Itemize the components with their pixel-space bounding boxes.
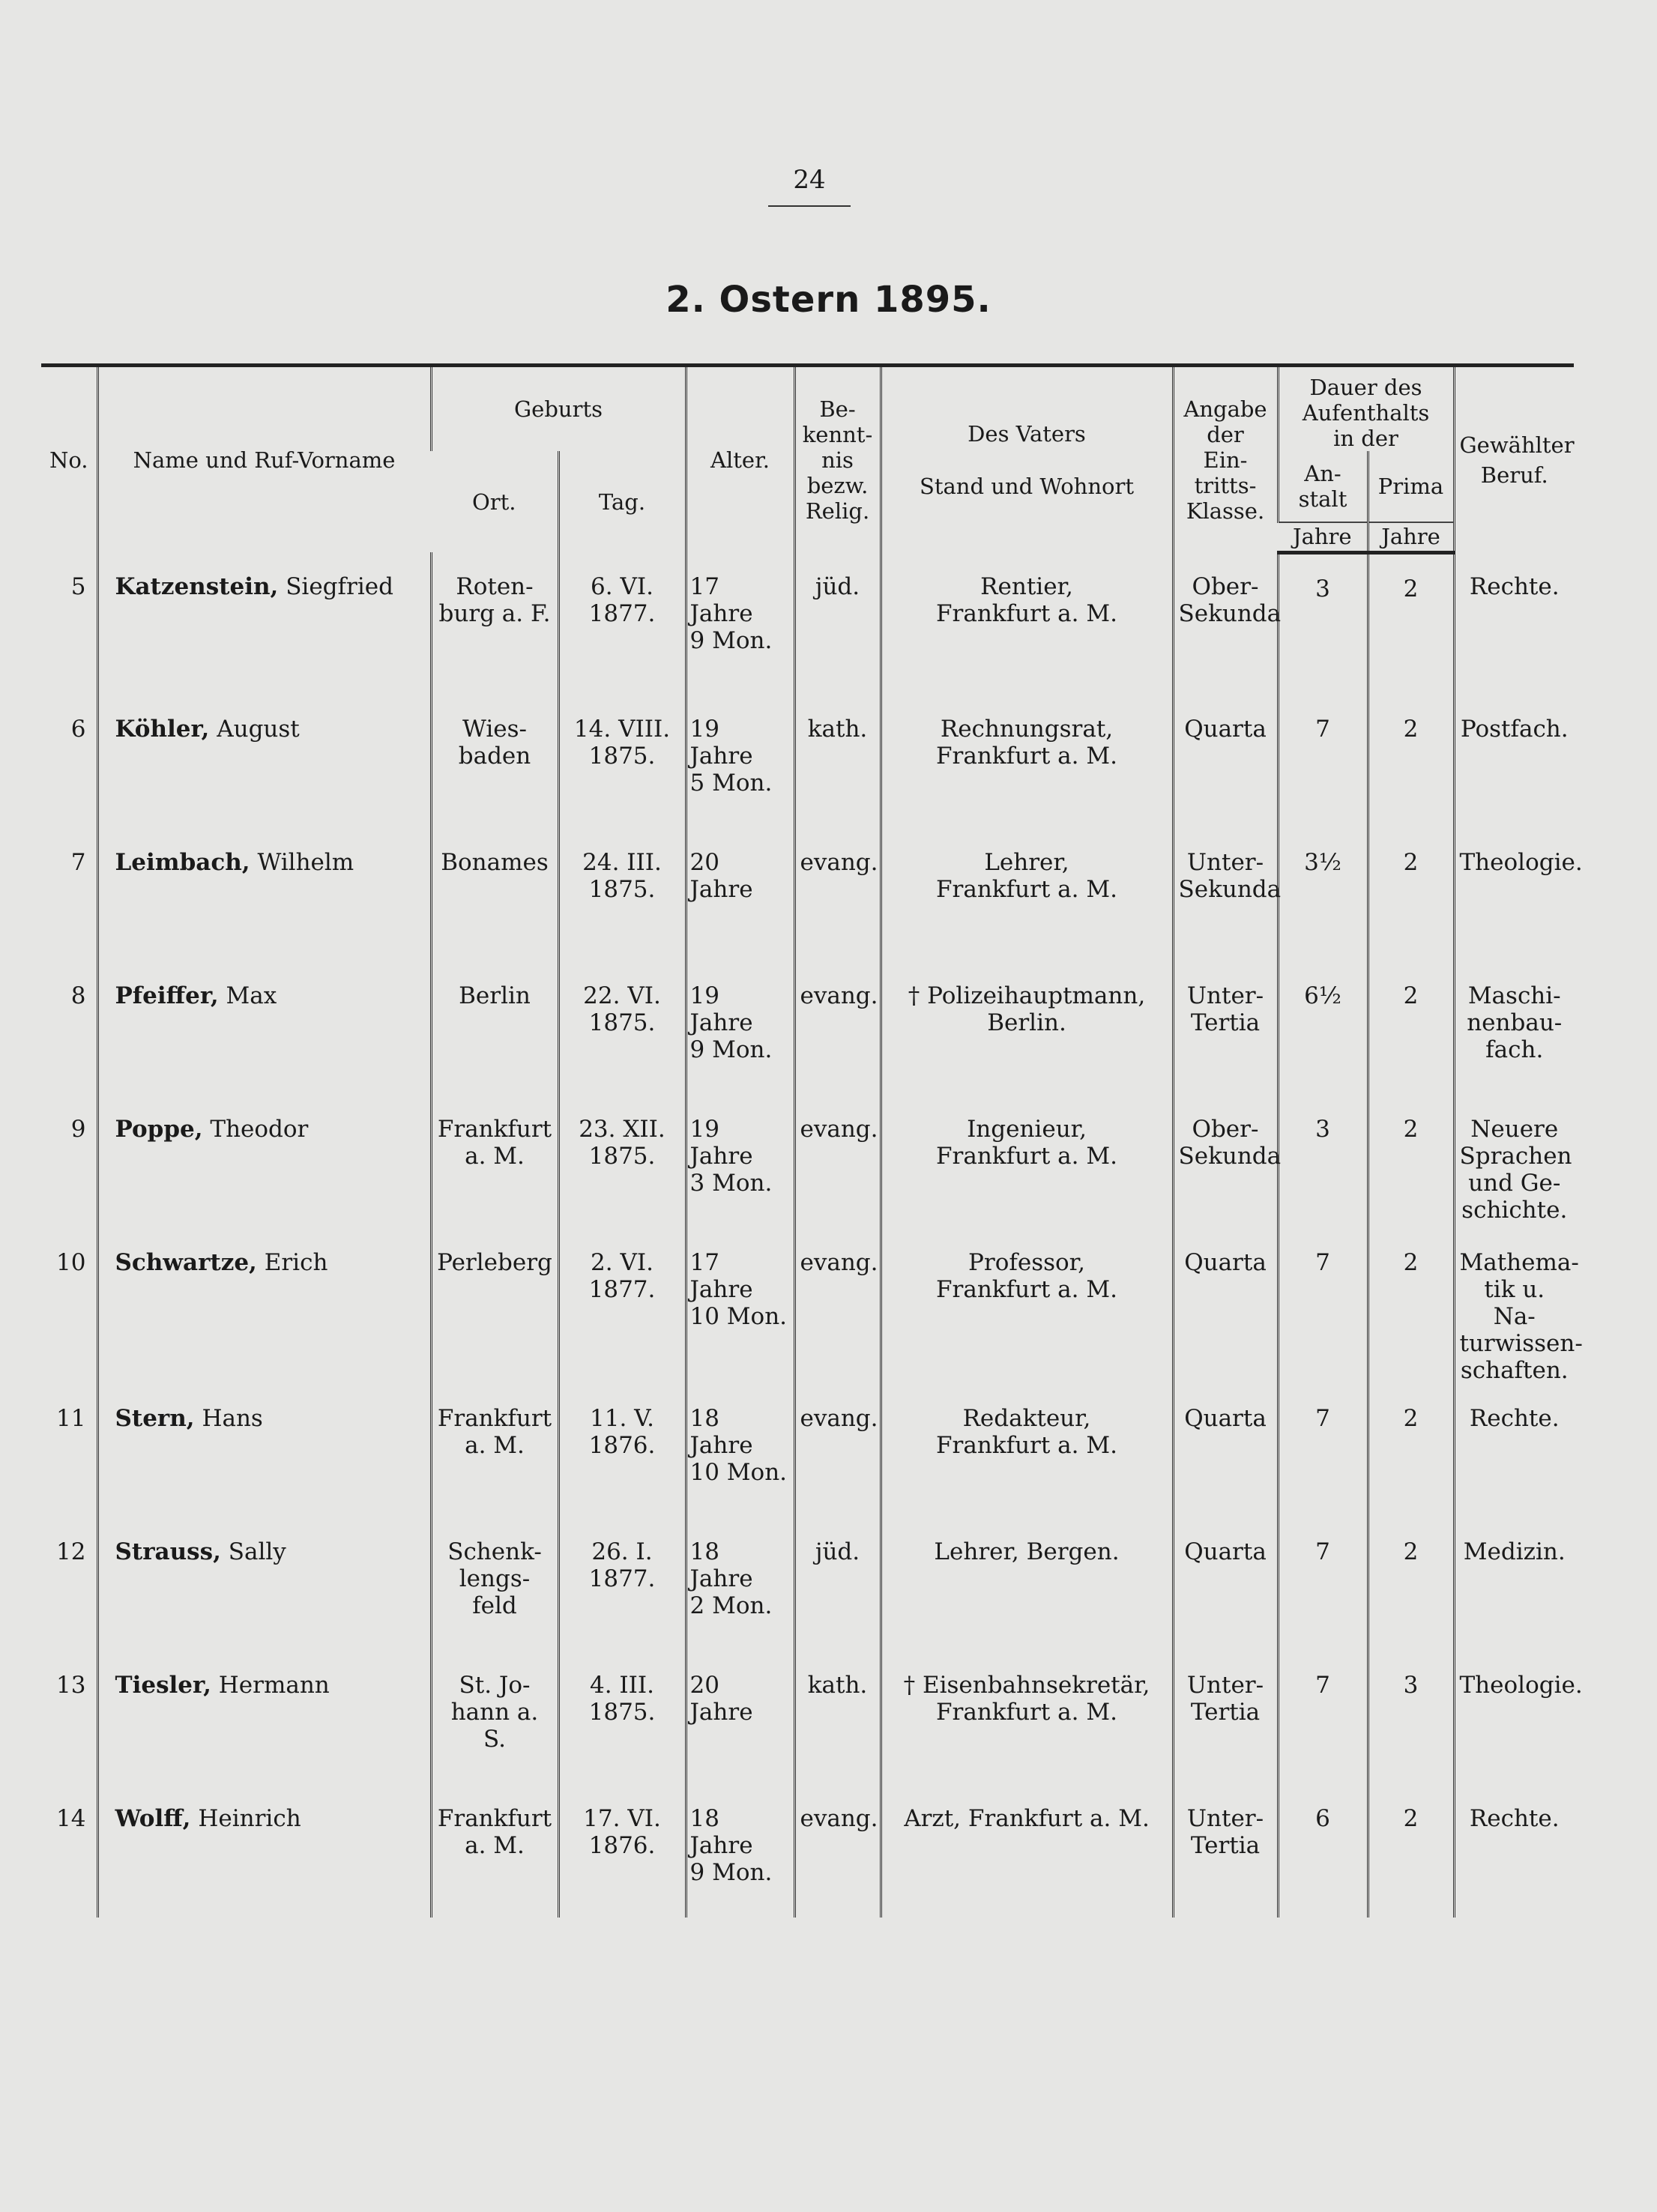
- cell-alter: 18 Jahre 9 Mon.: [686, 1784, 794, 1918]
- table-row: [41, 1095, 1574, 1228]
- cell-no: 5: [70, 573, 86, 600]
- cell-name: [97, 1651, 431, 1784]
- cell-ort: Wies- baden: [431, 695, 558, 828]
- cell-anstalt: 3½: [1278, 828, 1368, 961]
- table-row: [41, 1384, 1574, 1517]
- cell-name: [97, 1384, 431, 1517]
- cell-anstalt: 7: [1278, 1517, 1368, 1651]
- cell-prima: 3: [1368, 1651, 1454, 1784]
- cell-alter: 17 Jahre 10 Mon.: [686, 1228, 794, 1384]
- table-row: [41, 695, 1574, 828]
- table-row: [41, 1784, 1574, 1918]
- cell-prima: 2: [1368, 552, 1454, 695]
- cell-vater: Redakteur, Frankfurt a. M.: [881, 1384, 1173, 1517]
- firstname: Sally: [228, 1538, 286, 1565]
- header-geburts: Geburts: [431, 366, 686, 452]
- table-row: [41, 1651, 1574, 1784]
- cell-vater: Rentier, Frankfurt a. M.: [881, 552, 1173, 695]
- surname: Wolff,: [115, 1805, 191, 1832]
- cell-ort: Frankfurt a. M.: [431, 1384, 558, 1517]
- cell-klasse: Quarta: [1173, 1228, 1278, 1384]
- cell-anstalt: 7: [1278, 1228, 1368, 1384]
- cell-vater: Rechnungsrat, Frankfurt a. M.: [881, 695, 1173, 828]
- table-row: [41, 1228, 1574, 1384]
- surname: Schwartze,: [115, 1249, 257, 1276]
- cell-beruf: Rechte.: [1454, 1384, 1574, 1517]
- surname: Köhler,: [115, 716, 210, 743]
- cell-prima: 2: [1368, 1228, 1454, 1384]
- cell-klasse: Unter- Tertia: [1173, 1784, 1278, 1918]
- firstname: Hans: [202, 1405, 263, 1432]
- surname: Tiesler,: [115, 1672, 211, 1699]
- table-row: [41, 961, 1574, 1095]
- cell-name: [97, 961, 431, 1095]
- cell-prima: 2: [1368, 828, 1454, 961]
- cell-vater: Lehrer, Bergen.: [881, 1517, 1173, 1651]
- surname: Stern,: [115, 1405, 195, 1432]
- surname: Leimbach,: [115, 849, 250, 876]
- header-bekenntnis: Be- kennt- nis bezw. Relig.: [794, 366, 881, 553]
- cell-vater: Professor, Frankfurt a. M.: [881, 1228, 1173, 1384]
- firstname: Hermann: [218, 1672, 330, 1699]
- cell-beruf: Postfach.: [1454, 695, 1574, 828]
- header-tag: Tag.: [558, 451, 686, 552]
- cell-klasse: Unter- Tertia: [1173, 1651, 1278, 1784]
- cell-relig: evang.: [794, 1384, 881, 1517]
- header-vater: [881, 366, 1173, 553]
- cell-name: [97, 1784, 431, 1918]
- cell-beruf: Theologie.: [1454, 1651, 1574, 1784]
- section-title: 2. Ostern 1895.: [665, 279, 992, 321]
- cell-klasse: Quarta: [1173, 1517, 1278, 1651]
- cell-relig: evang.: [794, 1228, 881, 1384]
- cell-relig: kath.: [794, 695, 881, 828]
- cell-prima: 2: [1368, 695, 1454, 828]
- surname: Strauss,: [115, 1538, 221, 1565]
- cell-relig: evang.: [794, 961, 881, 1095]
- cell-beruf: Neuere Sprachen und Ge- schichte.: [1454, 1095, 1574, 1228]
- header-name: Name und Ruf-Vorname: [97, 366, 431, 553]
- cell-alter: 19 Jahre 5 Mon.: [686, 695, 794, 828]
- table-row: [41, 828, 1574, 961]
- cell-tag: 2. VI. 1877.: [558, 1228, 686, 1384]
- cell-tag: 24. III. 1875.: [558, 828, 686, 961]
- header-alter: Alter.: [686, 366, 794, 553]
- cell-ort: Bonames: [431, 828, 558, 961]
- cell-beruf: Maschi- nenbau- fach.: [1454, 961, 1574, 1095]
- surname: Poppe,: [115, 1116, 203, 1143]
- cell-prima: 2: [1368, 1784, 1454, 1918]
- cell-relig: jüd.: [794, 1517, 881, 1651]
- page-number-rule: [768, 205, 851, 207]
- cell-klasse: Quarta: [1173, 695, 1278, 828]
- cell-relig: jüd.: [794, 552, 881, 695]
- surname: Pfeiffer,: [115, 982, 219, 1009]
- cell-alter: 17 Jahre 9 Mon.: [686, 552, 794, 695]
- cell-anstalt: 3: [1278, 552, 1368, 695]
- cell-vater: Lehrer, Frankfurt a. M.: [881, 828, 1173, 961]
- student-register-table: [41, 363, 1583, 1918]
- cell-no: 13: [56, 1672, 86, 1699]
- cell-no: 9: [70, 1116, 86, 1143]
- cell-no: 14: [56, 1805, 86, 1832]
- cell-ort: Schenk- lengs- feld: [431, 1517, 558, 1651]
- firstname: Erich: [264, 1249, 328, 1276]
- firstname: Heinrich: [198, 1805, 301, 1832]
- cell-prima: 2: [1368, 1517, 1454, 1651]
- cell-tag: 11. V. 1876.: [558, 1384, 686, 1517]
- cell-klasse: Unter- Tertia: [1173, 961, 1278, 1095]
- cell-klasse: Ober- Sekunda: [1173, 552, 1278, 695]
- header-vater-line1: Des Vaters: [968, 420, 1086, 447]
- header-eintritt: Angabe der Ein- tritts- Klasse.: [1173, 366, 1278, 553]
- cell-tag: 26. I. 1877.: [558, 1517, 686, 1651]
- cell-klasse: Unter- Sekunda: [1173, 828, 1278, 961]
- table-row: [41, 1517, 1574, 1651]
- cell-relig: evang.: [794, 1784, 881, 1918]
- cell-anstalt: 7: [1278, 1651, 1368, 1784]
- cell-vater: † Polizeihauptmann, Berlin.: [881, 961, 1173, 1095]
- header-anstalt: An- stalt: [1278, 451, 1368, 522]
- cell-tag: 17. VI. 1876.: [558, 1784, 686, 1918]
- surname: Katzenstein,: [115, 573, 279, 600]
- cell-anstalt: 7: [1278, 695, 1368, 828]
- header-no: No.: [41, 366, 97, 553]
- cell-ort: Berlin: [431, 961, 558, 1095]
- cell-name: [97, 1095, 431, 1228]
- cell-alter: 18 Jahre 10 Mon.: [686, 1384, 794, 1517]
- table-row: [41, 552, 1574, 695]
- cell-tag: 4. III. 1875.: [558, 1651, 686, 1784]
- cell-prima: 2: [1368, 961, 1454, 1095]
- cell-no: 6: [70, 716, 86, 743]
- cell-vater: Arzt, Frankfurt a. M.: [881, 1784, 1173, 1918]
- cell-beruf: Theologie.: [1454, 828, 1574, 961]
- cell-alter: 20 Jahre: [686, 828, 794, 961]
- cell-tag: 23. XII. 1875.: [558, 1095, 686, 1228]
- cell-vater: † Eisenbahnsekretär, Frankfurt a. M.: [881, 1651, 1173, 1784]
- cell-klasse: Ober- Sekunda: [1173, 1095, 1278, 1228]
- cell-name: [97, 552, 431, 695]
- cell-name: [97, 828, 431, 961]
- cell-no: 7: [70, 849, 86, 876]
- header-ort: Ort.: [471, 489, 516, 515]
- firstname: Siegfried: [286, 573, 393, 600]
- cell-tag: 14. VIII. 1875.: [558, 695, 686, 828]
- cell-alter: 19 Jahre 3 Mon.: [686, 1095, 794, 1228]
- cell-vater: Ingenieur, Frankfurt a. M.: [881, 1095, 1173, 1228]
- header-jahre-anstalt: Jahre: [1278, 522, 1368, 552]
- cell-ort: Roten- burg a. F.: [431, 552, 558, 695]
- cell-alter: 20 Jahre: [686, 1651, 794, 1784]
- cell-anstalt: 6: [1278, 1784, 1368, 1918]
- cell-relig: kath.: [794, 1651, 881, 1784]
- cell-klasse: Quarta: [1173, 1384, 1278, 1517]
- cell-beruf: Mathema- tik u. Na- turwissen- schaften.: [1454, 1228, 1574, 1384]
- header-vater-line2: Stand und Wohnort: [919, 473, 1135, 499]
- header-jahre-prima: Jahre: [1368, 522, 1454, 552]
- page-number: 24: [793, 165, 826, 195]
- cell-no: 11: [56, 1405, 86, 1432]
- cell-beruf: Rechte.: [1454, 552, 1574, 695]
- cell-name: [97, 1228, 431, 1384]
- cell-relig: evang.: [794, 828, 881, 961]
- cell-anstalt: 6½: [1278, 961, 1368, 1095]
- header-dauer: Dauer des Aufenthalts in der: [1278, 366, 1454, 452]
- header-beruf: Gewählter Beruf.: [1454, 366, 1574, 553]
- header-prima: Prima: [1368, 451, 1454, 522]
- cell-prima: 2: [1368, 1095, 1454, 1228]
- cell-name: [97, 1517, 431, 1651]
- cell-beruf: Medizin.: [1454, 1517, 1574, 1651]
- cell-anstalt: 3: [1278, 1095, 1368, 1228]
- cell-name: [97, 695, 431, 828]
- cell-no: 12: [56, 1538, 86, 1565]
- cell-anstalt: 7: [1278, 1384, 1368, 1517]
- firstname: August: [217, 716, 300, 743]
- cell-ort: St. Jo- hann a. S.: [431, 1651, 558, 1784]
- cell-no: 8: [70, 982, 86, 1009]
- cell-tag: 6. VI. 1877.: [558, 552, 686, 695]
- firstname: Theodor: [210, 1116, 309, 1143]
- firstname: Wilhelm: [257, 849, 354, 876]
- cell-no: 10: [56, 1249, 86, 1276]
- cell-prima: 2: [1368, 1384, 1454, 1517]
- cell-ort: Frankfurt a. M.: [431, 1784, 558, 1918]
- firstname: Max: [226, 982, 277, 1009]
- cell-ort: Perleberg: [431, 1228, 558, 1384]
- cell-tag: 22. VI. 1875.: [558, 961, 686, 1095]
- cell-relig: evang.: [794, 1095, 881, 1228]
- cell-ort: Frankfurt a. M.: [431, 1095, 558, 1228]
- cell-alter: 19 Jahre 9 Mon.: [686, 961, 794, 1095]
- cell-alter: 18 Jahre 2 Mon.: [686, 1517, 794, 1651]
- cell-beruf: Rechte.: [1454, 1784, 1574, 1918]
